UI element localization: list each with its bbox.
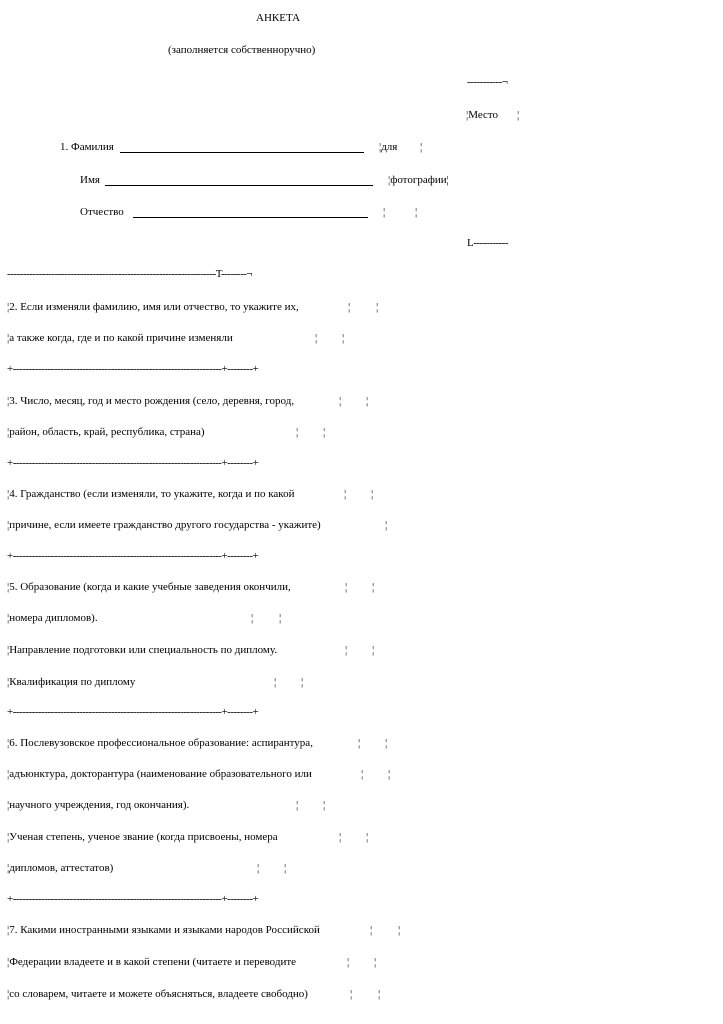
- cell-border: ¦: [296, 799, 299, 811]
- cell-border: ¦: [323, 799, 326, 811]
- table-row-5-line-1: ¦5. Образование (когда и какие учебные заведения окончили,: [7, 581, 291, 593]
- table-row-5-line-3: ¦Направление подготовки или специальность по диплому.: [7, 644, 278, 656]
- cell-border: ¦: [398, 924, 401, 936]
- cell-border: ¦: [376, 301, 379, 313]
- table-row-separator: +------------------------------------------------------------------+--------+: [7, 550, 259, 562]
- form-title: АНКЕТА: [256, 12, 301, 24]
- table-row-5-line-4: ¦Квалификация по диплому: [7, 676, 136, 688]
- cell-border: ¦: [342, 332, 345, 344]
- photo-box-bottom: L-----------: [467, 237, 509, 249]
- photo-box-border: ¦: [420, 141, 423, 153]
- name-label: Имя: [80, 174, 100, 186]
- cell-border: ¦: [350, 988, 353, 1000]
- cell-border: ¦: [372, 581, 375, 593]
- table-row-3-line-2: ¦район, область, край, республика, страна): [7, 426, 205, 438]
- table-top-border: ------------------------------------------------------------------T--------¬: [7, 268, 252, 280]
- cell-border: ¦: [301, 676, 304, 688]
- form-subtitle: (заполняется собственноручно): [168, 44, 316, 56]
- photo-box-label-1: ¦Место: [466, 109, 499, 121]
- cell-border: ¦: [385, 519, 388, 531]
- cell-border: ¦: [366, 831, 369, 843]
- cell-border: ¦: [296, 426, 299, 438]
- cell-border: ¦: [279, 612, 282, 624]
- cell-border: ¦: [344, 488, 347, 500]
- cell-border: ¦: [315, 332, 318, 344]
- surname-label: 1. Фамилия: [60, 141, 114, 153]
- patronymic-field[interactable]: [133, 217, 368, 218]
- cell-border: ¦: [371, 488, 374, 500]
- photo-box-border: ¦: [383, 206, 386, 218]
- table-row-3-line-1: ¦3. Число, месяц, год и место рождения (село, деревня, город,: [7, 395, 295, 407]
- surname-field[interactable]: [120, 152, 364, 153]
- table-row-6-line-5: ¦дипломов, аттестатов): [7, 862, 114, 874]
- cell-border: ¦: [323, 426, 326, 438]
- cell-border: ¦: [339, 395, 342, 407]
- table-row-7-line-2: ¦Федерации владеете и в какой степени (читаете и переводите: [7, 956, 297, 968]
- table-row-5-line-2: ¦номера дипломов).: [7, 612, 98, 624]
- cell-border: ¦: [257, 862, 260, 874]
- cell-border: ¦: [370, 924, 373, 936]
- cell-border: ¦: [372, 644, 375, 656]
- table-row-2-line-1: ¦2. Если изменяли фамилию, имя или отчество, то укажите их,: [7, 301, 299, 313]
- cell-border: ¦: [274, 676, 277, 688]
- cell-border: ¦: [388, 768, 391, 780]
- cell-border: ¦: [251, 612, 254, 624]
- table-row-4-line-1: ¦4. Гражданство (если изменяли, то укажите, когда и по какой: [7, 488, 295, 500]
- photo-box-border: ¦: [517, 109, 520, 121]
- table-row-separator: +------------------------------------------------------------------+--------+: [7, 457, 259, 469]
- cell-border: ¦: [345, 644, 348, 656]
- cell-border: ¦: [348, 301, 351, 313]
- table-row-6-line-4: ¦Ученая степень, ученое звание (когда присвоены, номера: [7, 831, 278, 843]
- patronymic-label: Отчество: [80, 206, 124, 218]
- table-row-separator: +------------------------------------------------------------------+--------+: [7, 893, 259, 905]
- cell-border: ¦: [374, 956, 377, 968]
- table-row-4-line-2: ¦причине, если имеете гражданство другого государства - укажите): [7, 519, 321, 531]
- cell-border: ¦: [339, 831, 342, 843]
- cell-border: ¦: [378, 988, 381, 1000]
- cell-border: ¦: [347, 956, 350, 968]
- photo-box-label-2: ¦для: [379, 141, 398, 153]
- cell-border: ¦: [358, 737, 361, 749]
- cell-border: ¦: [366, 395, 369, 407]
- table-row-separator: +------------------------------------------------------------------+--------+: [7, 706, 259, 718]
- photo-box-border: ¦: [415, 206, 418, 218]
- cell-border: ¦: [345, 581, 348, 593]
- photo-box-label-3: ¦фотографии¦: [388, 174, 449, 186]
- cell-border: ¦: [284, 862, 287, 874]
- cell-border: ¦: [385, 737, 388, 749]
- table-row-7-line-1: ¦7. Какими иностранными языками и языками народов Российской: [7, 924, 320, 936]
- table-row-6-line-3: ¦научного учреждения, год окончания).: [7, 799, 190, 811]
- table-row-2-line-2: ¦а также когда, где и по какой причине изменяли: [7, 332, 233, 344]
- photo-box-top: -----------¬: [467, 76, 508, 88]
- name-field[interactable]: [105, 185, 373, 186]
- table-row-separator: +------------------------------------------------------------------+--------+: [7, 363, 259, 375]
- table-row-7-line-3: ¦со словарем, читаете и можете объясняться, владеете свободно): [7, 988, 308, 1000]
- table-row-6-line-1: ¦6. Послевузовское профессиональное образование: аспирантура,: [7, 737, 313, 749]
- table-row-6-line-2: ¦адъюнктура, докторантура (наименование образовательного или: [7, 768, 312, 780]
- cell-border: ¦: [361, 768, 364, 780]
